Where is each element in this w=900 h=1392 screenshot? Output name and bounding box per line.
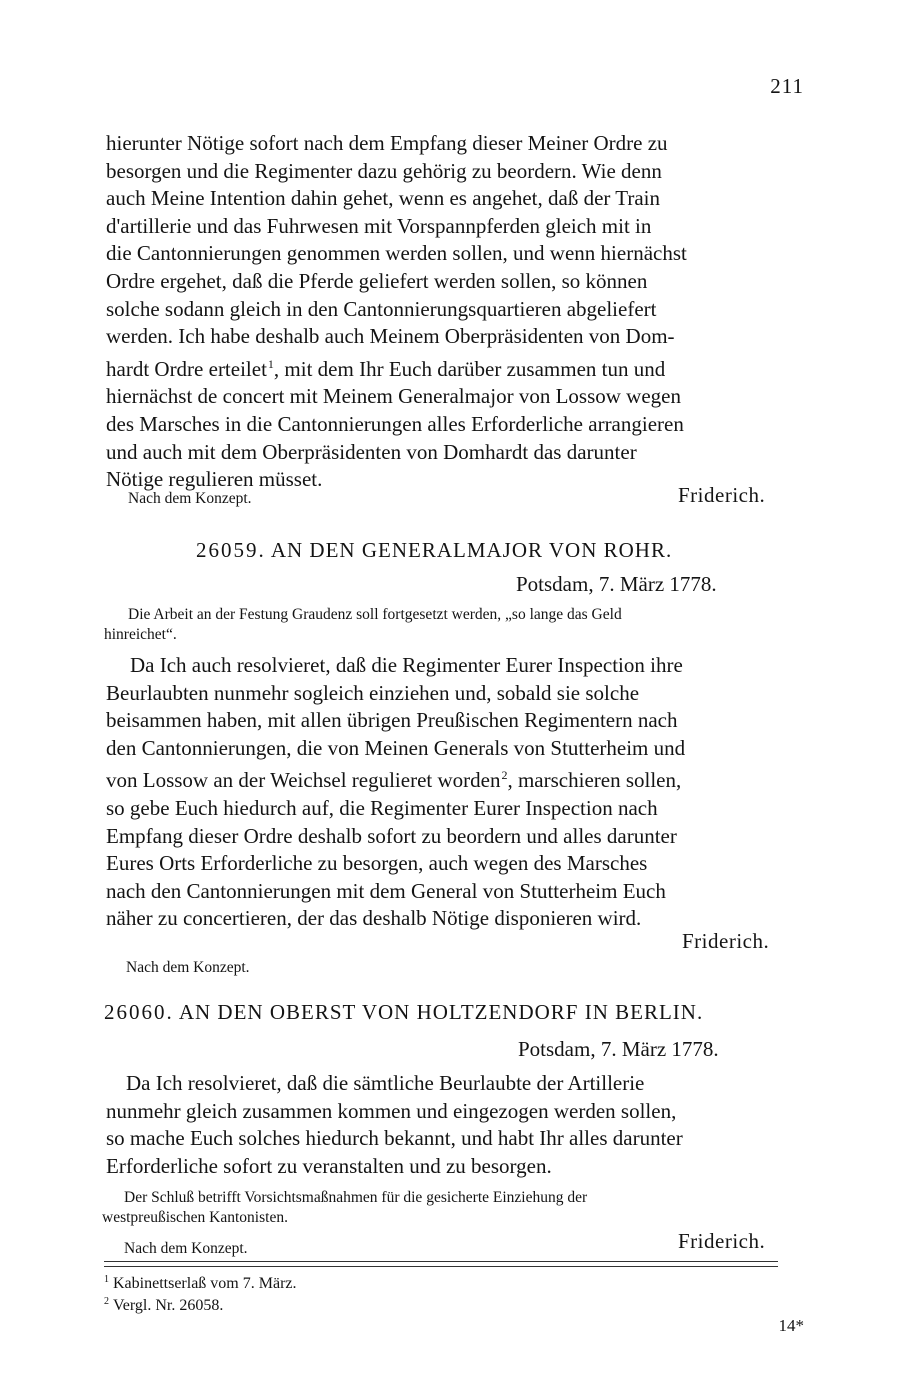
text-line: werden. Ich habe deshalb auch Meinem Oberpräsidenten von Dom-: [106, 324, 675, 349]
text-line: Ordre ergehet, daß die Pferde geliefert werden sollen, so können: [106, 268, 648, 293]
source-note: Nach dem Konzept.: [126, 959, 250, 976]
text-line: solche sodann gleich in den Cantonnierungsquartieren abgeliefert: [106, 296, 657, 321]
footnote-rule: [104, 1266, 778, 1267]
text-line: hiernächst de concert mit Meinem Generalmajor von Lossow wegen: [106, 384, 681, 409]
text-line: beisammen haben, mit allen übrigen Preußischen Regimentern nach: [106, 708, 678, 733]
footnote-rule: [104, 1261, 778, 1262]
signature: Friderich.: [678, 483, 766, 507]
summary-line: Die Arbeit an der Festung Graudenz soll fortgesetzt werden, „so lange das Geld: [128, 606, 622, 623]
text-line: Nötige regulieren müsset.: [106, 467, 323, 492]
footnote: [104, 1296, 223, 1315]
source-note: Nach dem Konzept.: [124, 1240, 248, 1257]
text-segment: hardt Ordre erteilet: [106, 356, 267, 381]
summary-line: westpreußischen Kantonisten.: [102, 1209, 288, 1226]
letter-summary: [104, 605, 804, 645]
summary-line: hinreichet“.: [104, 626, 177, 643]
continuation-paragraph: [106, 130, 806, 494]
letter-dateline: Potsdam, 7. März 1778.: [518, 1037, 719, 1061]
text-line: hierunter Nötige sofort nach dem Empfang dieser Meiner Ordre zu: [106, 131, 668, 155]
letter-addressee: AN DEN GENERALMAJOR VON ROHR.: [270, 538, 673, 562]
text-line: die Cantonnierungen genommen werden sollen, und wenn hiernächst: [106, 241, 687, 266]
footnote-reference[interactable]: 1: [267, 356, 274, 371]
signature-mark: 14*: [778, 1316, 804, 1335]
text-line: auch Meine Intention dahin gehet, wenn es angehet, daß der Train: [106, 186, 661, 211]
footnote-reference[interactable]: 2: [501, 768, 508, 783]
summary-line: Der Schluß betrifft Vorsichtsmaßnahmen für die gesicherte Einziehung der: [124, 1189, 588, 1206]
text-line: [106, 762, 806, 795]
text-segment: , mit dem Ihr Euch darüber zusammen tun und: [273, 356, 666, 381]
text-line: und auch mit dem Oberpräsidenten von Domhardt das darunter: [106, 439, 637, 464]
footnote-marker: 2: [104, 1296, 109, 1307]
letter-heading: [196, 538, 672, 563]
signature: Friderich.: [682, 929, 770, 953]
text-line: nunmehr gleich zusammen kommen und eingezogen werden sollen,: [106, 1098, 677, 1123]
letter-addressee: AN DEN OBERST VON HOLTZENDORF IN BERLIN.: [178, 1000, 704, 1024]
text-line: so mache Euch solches hiedurch bekannt, und habt Ihr alles darunter: [106, 1126, 683, 1151]
text-line: des Marsches in die Cantonnierungen alles Erforderliche arrangieren: [106, 411, 684, 436]
letter-summary: [102, 1188, 800, 1228]
footnote-text: Vergl. Nr. 26058.: [113, 1297, 224, 1314]
letter-body: [106, 652, 806, 933]
text-line: besorgen und die Regimenter dazu gehörig zu beordern. Wie denn: [106, 158, 662, 183]
text-line: Eures Orts Erforderliche zu besorgen, auch wegen des Marsches: [106, 851, 648, 876]
text-line: näher zu concertieren, der das deshalb Nötige disponieren wird.: [106, 906, 642, 931]
text-line: Beurlaubten nunmehr sogleich einziehen und, sobald sie solche: [106, 680, 640, 705]
text-line: Da Ich auch resolvieret, daß die Regimenter Eurer Inspection ihre: [130, 653, 683, 677]
page-number: 211: [770, 74, 804, 98]
text-line: Da Ich resolvieret, daß die sämtliche Beurlaubte der Artillerie: [126, 1071, 645, 1095]
text-line: Empfang dieser Ordre deshalb sofort zu beordern und alles darunter: [106, 823, 677, 848]
source-note: Nach dem Konzept.: [128, 490, 252, 507]
letter-body: [106, 1070, 806, 1180]
text-segment: von Lossow an der Weichsel regulieret worden: [106, 768, 501, 793]
text-segment: , marschieren sollen,: [507, 768, 682, 793]
text-line: den Cantonnierungen, die von Meinen Generals von Stutterheim und: [106, 735, 686, 760]
footnote: [104, 1274, 297, 1293]
letter-number: 26060.: [104, 1000, 174, 1024]
text-line: d'artillerie und das Fuhrwesen mit Vorspannpferden gleich mit in: [106, 213, 652, 238]
text-line: Erforderliche sofort zu veranstalten und zu besorgen.: [106, 1153, 552, 1178]
footnote-marker: 1: [104, 1274, 109, 1285]
letter-number: 26059.: [196, 538, 266, 562]
footnote-text: Kabinettserlaß vom 7. März.: [113, 1275, 297, 1292]
text-line: so gebe Euch hiedurch auf, die Regimenter Eurer Inspection nach: [106, 795, 658, 820]
letter-heading: [104, 1000, 703, 1025]
text-line: nach den Cantonnierungen mit dem General von Stutterheim Euch: [106, 878, 666, 903]
signature: Friderich.: [678, 1229, 766, 1253]
text-line: [106, 351, 806, 384]
letter-dateline: Potsdam, 7. März 1778.: [516, 572, 717, 596]
